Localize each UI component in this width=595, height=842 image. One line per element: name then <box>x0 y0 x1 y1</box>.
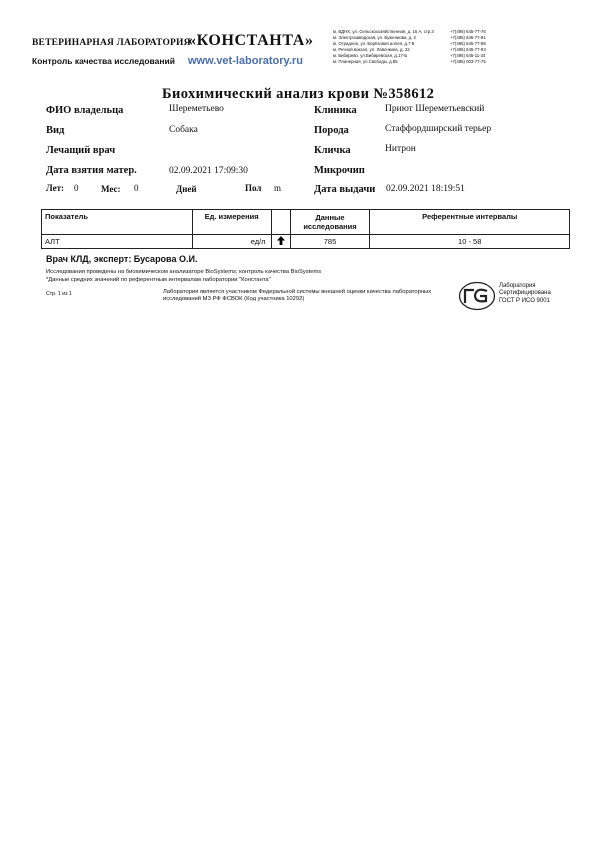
phone-line: +7(495) 645-77-91 <box>450 35 486 40</box>
breed-label: Порода <box>314 125 349 136</box>
issue-date-label: Дата выдачи <box>314 184 376 195</box>
column-header-unit: Ед. измерения <box>192 210 271 235</box>
clinic-label: Клиника <box>314 105 357 116</box>
address-line: м. Электрозаводская, ул. Бужениова, д. 2 <box>333 35 417 40</box>
column-header-reference: Референтные интервалы <box>370 210 570 235</box>
sample-date-label: Дата взятия матер. <box>46 165 137 176</box>
months-label: Мес: <box>101 184 121 194</box>
unit-cell: ед/л <box>192 235 271 249</box>
analyzer-note: Исследования проведены на биохимическом анализаторе BioSystems; контроль качества BioSystems <box>46 269 322 275</box>
report-title: Биохимический анализ крови №358612 <box>162 86 435 102</box>
nickname-label: Кличка <box>314 145 351 156</box>
indicator-cell: АЛТ <box>42 235 193 249</box>
breed-value: Стаффордширский терьер <box>385 124 492 134</box>
participation-note: Лаборатория является участником Федеральной системы внешней оценки качества лабораторных исследований МЗ РФ ФСВОК (Код участника 10292) <box>163 289 432 303</box>
address-line: м. ВДНХ, ул. Сельскохозяйственная, д. 16 А, стр.3 <box>333 29 434 34</box>
attending-doctor-label: Лечащий врач <box>46 145 116 156</box>
species-label: Вид <box>46 125 65 136</box>
lab-brand: «КОНСТАНТА» <box>188 32 314 49</box>
phone-line: +7(495) 645-11-34 <box>450 53 486 58</box>
days-label: Дней <box>176 184 197 194</box>
reference-cell: 10 - 58 <box>370 235 570 249</box>
lab-name: ВЕТЕРИНАРНАЯ ЛАБОРАТОРИЯ <box>32 38 191 48</box>
lab-subtitle: Контроль качества исследований <box>32 56 175 66</box>
certification-logo-icon <box>458 281 496 311</box>
page-number: Стр. 1 из 1 <box>46 291 72 297</box>
address-line: м. Речной вокзал, ул. Лавочкина, д. 32 <box>333 47 410 52</box>
microchip-label: Микрочип <box>314 165 365 176</box>
phone-line: +7(495) 003-77-75 <box>450 59 486 64</box>
flag-cell <box>271 235 290 249</box>
cert-line: Сертифицирована <box>499 290 551 297</box>
cert-line: ГОСТ Р ИСО 9001 <box>499 297 550 304</box>
expert-doctor-line: Врач КЛД, эксперт: Бусарова О.И. <box>46 254 198 264</box>
address-line: м. Отрадное, ул. Берёзовая аллея, д.7 Б <box>333 41 415 46</box>
table-row <box>42 235 570 249</box>
sex-label: Пол <box>245 183 262 193</box>
table-header-row <box>42 210 570 235</box>
years-value: 0 <box>74 183 79 193</box>
sex-value: m <box>274 183 282 193</box>
years-label: Лет: <box>46 183 65 193</box>
phone-line: +7(495) 645-77-98 <box>450 41 486 46</box>
address-line: м. Планерная, ул.Свободы, д.85 <box>333 59 398 64</box>
issue-date-value: 02.09.2021 18:19:51 <box>386 184 465 194</box>
results-table <box>41 209 570 249</box>
lab-website-link[interactable]: www.vet-laboratory.ru <box>188 55 303 67</box>
nickname-value: Нитрон <box>385 144 416 154</box>
column-header-flag <box>271 210 290 235</box>
column-header-result: Данные исследования <box>290 210 370 235</box>
months-value: 0 <box>134 183 139 193</box>
address-line: м. Бибирево, ул.Бибиревская, д.17-Б <box>333 53 408 58</box>
column-header-indicator: Показатель <box>42 210 193 235</box>
owner-label: ФИО владельца <box>46 105 124 116</box>
phone-line: +7(495) 645-77-93 <box>450 47 486 52</box>
up-arrow-icon <box>277 236 285 245</box>
clinic-value: Приют Шереметьевский <box>385 104 485 114</box>
sample-date-value: 02.09.2021 17:09:30 <box>169 166 248 176</box>
result-cell: 785 <box>290 235 370 249</box>
owner-value: Шереметьево <box>169 104 224 114</box>
certification-text <box>499 283 551 305</box>
cert-line: Лаборатория <box>499 283 536 289</box>
reference-note: *Данные средних значений по референтным интервалам лаборатории "Константа" <box>46 277 271 283</box>
species-value: Собака <box>169 125 198 135</box>
phone-line: +7(495) 645-77-76 <box>450 29 486 34</box>
